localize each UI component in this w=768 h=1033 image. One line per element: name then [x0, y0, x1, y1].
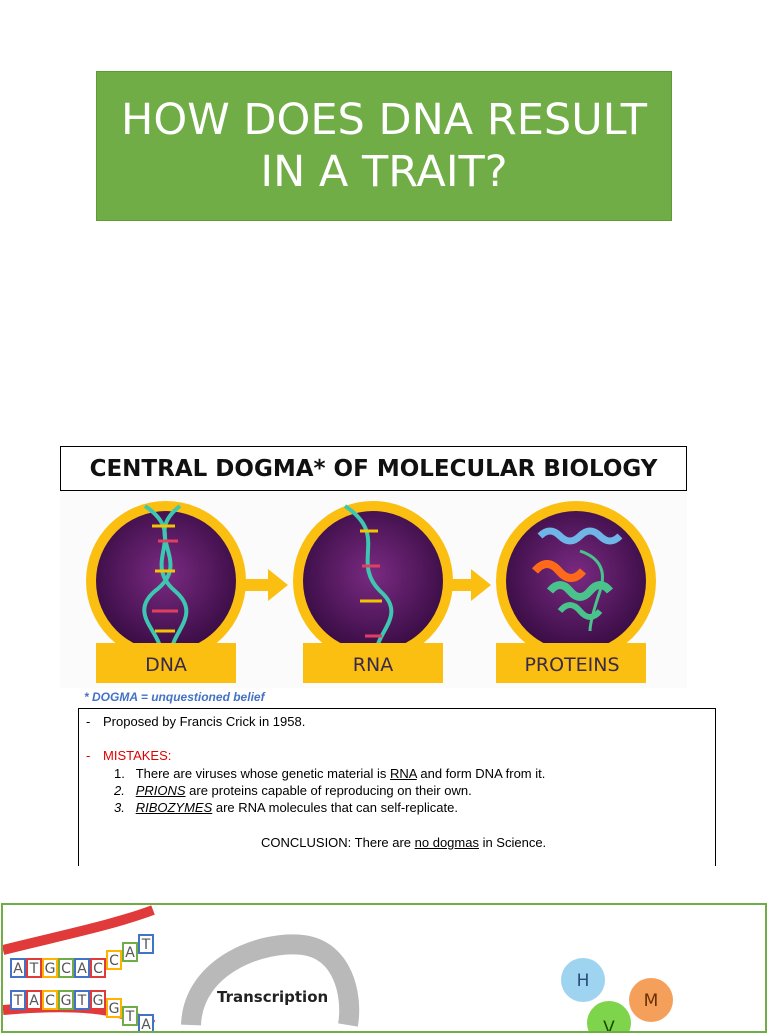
dna-base-letter: G: [92, 993, 104, 1009]
label-dna: DNA: [145, 654, 187, 676]
dna-base-letter: T: [77, 993, 87, 1009]
dna-base-letter: G: [44, 961, 56, 977]
arrow-dna-to-rna: [240, 569, 288, 601]
dna-base-letter: T: [125, 1009, 135, 1025]
proposed-line: Proposed by Francis Crick in 1958.: [103, 714, 306, 729]
transcription-illustration: [3, 905, 767, 1033]
dna-base-letter: A: [141, 1017, 151, 1033]
central-dogma-illustration: [60, 491, 687, 688]
amino-acid-v-label: V: [603, 1018, 615, 1033]
slide-title-line1: HOW DOES DNA RESULT: [121, 95, 647, 145]
bullet-dash: -: [86, 714, 91, 729]
protein-circle: [496, 501, 656, 661]
dna-base-letter: T: [141, 937, 151, 953]
dna-base-letter: A: [29, 993, 39, 1009]
dna-base-letter: C: [93, 961, 103, 977]
mistake-item-1: 1. There are viruses whose genetic material is RNA and form DNA from it.: [114, 766, 546, 781]
dna-base-letter: C: [109, 953, 119, 969]
dna-base-letter: G: [60, 993, 72, 1009]
notes-box: [78, 708, 716, 866]
dna-base-letter: C: [61, 961, 71, 977]
bullet-dash: -: [86, 748, 91, 763]
dna-base-letter: A: [77, 961, 87, 977]
transcription-slide: [1, 903, 767, 1033]
dna-base-letter: C: [45, 993, 55, 1009]
dna-base-letter: A: [125, 945, 135, 961]
dna-base-letter: A: [13, 961, 23, 977]
slide-title-line2: IN A TRAIT?: [260, 147, 508, 197]
dna-base-letter: T: [29, 961, 39, 977]
label-rna: RNA: [352, 654, 394, 676]
mistake-item-2: 2. PRIONS are proteins capable of reproducing on their own.: [114, 783, 472, 798]
dna-base-letter: G: [108, 1001, 120, 1017]
slide-title-box: [96, 71, 672, 221]
label-proteins: PROTEINS: [524, 654, 620, 676]
mistake-item-3: 3. RIBOZYMES are RNA molecules that can self-replicate.: [114, 800, 458, 815]
transcription-label: Transcription: [217, 988, 329, 1006]
conclusion-line: CONCLUSION: There are no dogmas in Science.: [261, 835, 547, 850]
central-dogma-header: CENTRAL DOGMA* OF MOLECULAR BIOLOGY: [60, 446, 687, 491]
amino-acid-m-label: M: [643, 991, 659, 1011]
central-dogma-diagram: [60, 491, 687, 688]
dogma-footnote: * DOGMA = unquestioned belief: [84, 690, 265, 704]
amino-acid-h-label: H: [576, 971, 590, 991]
mistakes-heading: MISTAKES:: [103, 748, 172, 763]
dna-base-letter: T: [13, 993, 23, 1009]
